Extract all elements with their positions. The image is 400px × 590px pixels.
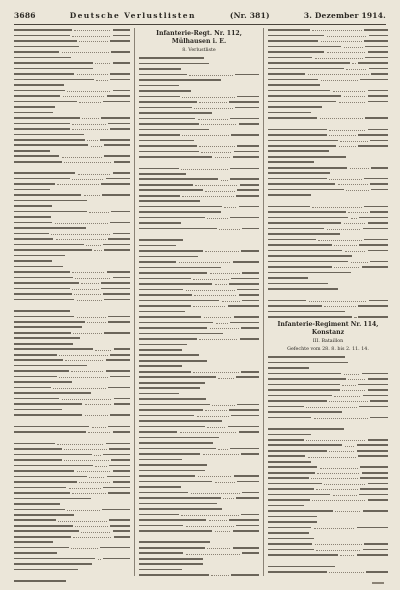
entry-line xyxy=(139,557,259,561)
entry-line xyxy=(268,471,388,475)
entry-line xyxy=(14,110,130,114)
entry-line xyxy=(139,282,259,286)
entry-line xyxy=(14,50,130,54)
entry-line xyxy=(139,155,259,159)
entry-line xyxy=(268,66,388,70)
entry-line xyxy=(139,127,259,131)
entry-line xyxy=(268,465,388,469)
entry-line xyxy=(139,326,259,330)
entry-line xyxy=(268,520,388,524)
entry-line xyxy=(268,460,388,464)
entry-line xyxy=(139,227,259,231)
entry-line xyxy=(14,44,130,48)
entry-line xyxy=(14,458,130,462)
entry-line xyxy=(268,382,388,386)
entry-line xyxy=(268,171,388,175)
entry-line xyxy=(139,78,259,82)
entry-line xyxy=(139,562,259,566)
entry-line xyxy=(14,413,130,417)
entry-line xyxy=(268,525,388,529)
entry-line xyxy=(14,193,130,197)
entry-line xyxy=(268,371,388,375)
right-column xyxy=(268,28,388,575)
entry-line xyxy=(268,315,388,319)
entry-line xyxy=(139,221,259,225)
entry-line xyxy=(268,50,388,54)
entry-line xyxy=(139,188,259,192)
entry-line xyxy=(14,171,130,175)
entry-line xyxy=(139,276,259,280)
entry-line xyxy=(14,402,130,406)
entry-line xyxy=(14,447,130,451)
entry-line xyxy=(14,491,130,495)
entry-line xyxy=(14,380,130,384)
entry-line xyxy=(139,122,259,126)
entry-line xyxy=(139,293,259,297)
entry-line xyxy=(139,320,259,324)
entry-line xyxy=(14,568,130,572)
entry-line xyxy=(268,221,388,225)
entry-line xyxy=(268,410,388,414)
entry-line xyxy=(139,518,259,522)
entry-line xyxy=(14,286,130,290)
entry-line xyxy=(268,270,388,274)
entry-line xyxy=(139,397,259,401)
entry-line xyxy=(14,182,130,186)
entry-line xyxy=(139,375,259,379)
entry-line xyxy=(139,149,259,153)
entry-line xyxy=(139,546,259,550)
entry-line xyxy=(139,271,259,275)
entry-line xyxy=(268,216,388,220)
entry-line xyxy=(268,259,388,263)
entry-line xyxy=(268,536,388,540)
entry-line xyxy=(268,226,388,230)
entry-line xyxy=(14,149,130,153)
entry-line xyxy=(139,210,259,214)
entry-line xyxy=(268,166,388,170)
entry-line xyxy=(268,504,388,508)
entry-line xyxy=(268,509,388,513)
entry-line xyxy=(268,248,388,252)
entry-line xyxy=(14,540,130,544)
entry-line xyxy=(139,67,259,71)
entry-line xyxy=(268,366,388,370)
entry-line xyxy=(139,304,259,308)
entry-line xyxy=(139,144,259,148)
entry-line xyxy=(139,194,259,198)
entry-line xyxy=(14,275,130,279)
entry-line xyxy=(139,403,259,407)
entry-line xyxy=(14,314,130,318)
section-heading: Infanterie-Regiment Nr. 114, Konstanz xyxy=(277,320,379,336)
entry-line xyxy=(268,355,388,359)
entry-line xyxy=(14,529,130,533)
entry-line xyxy=(268,155,388,159)
entry-line xyxy=(139,94,259,98)
entry-line xyxy=(14,535,130,539)
entry-line xyxy=(14,353,130,357)
entry-line xyxy=(139,315,259,319)
entry-line xyxy=(139,551,259,555)
entry-line xyxy=(14,55,130,59)
entry-line xyxy=(14,160,130,164)
entry-line xyxy=(14,557,130,561)
entry-line xyxy=(268,399,388,403)
entry-line xyxy=(268,276,388,280)
entry-line xyxy=(268,99,388,103)
entry-line xyxy=(139,331,259,335)
entry-line xyxy=(14,407,130,411)
entry-line xyxy=(139,133,259,137)
entry-line xyxy=(14,226,130,230)
entry-line xyxy=(14,231,130,235)
entry-line xyxy=(139,529,259,533)
entry-line xyxy=(14,297,130,301)
entry-line xyxy=(139,56,259,60)
entry-line xyxy=(14,524,130,528)
entry-line xyxy=(14,253,130,257)
entry-line xyxy=(268,77,388,81)
entry-line xyxy=(139,116,259,120)
entry-line xyxy=(139,298,259,302)
entry-line xyxy=(14,342,130,346)
entry-line xyxy=(268,493,388,497)
entry-line xyxy=(14,188,130,192)
entry-line xyxy=(14,507,130,511)
entry-line xyxy=(139,199,259,203)
entry-line xyxy=(139,479,259,483)
page-mark xyxy=(372,582,384,584)
entry-line xyxy=(14,485,130,489)
entry-line xyxy=(14,281,130,285)
entry-line xyxy=(139,463,259,467)
column-divider xyxy=(134,28,135,576)
entry-line xyxy=(139,111,259,115)
entry-line xyxy=(14,386,130,390)
entry-line xyxy=(139,392,259,396)
entry-line xyxy=(268,438,388,442)
entry-line xyxy=(268,105,388,109)
entry-line xyxy=(14,242,130,246)
entry-line xyxy=(139,260,259,264)
entry-line xyxy=(14,215,130,219)
entry-line xyxy=(14,391,130,395)
entry-line xyxy=(139,364,259,368)
entry-line xyxy=(139,540,259,544)
entry-line xyxy=(14,292,130,296)
entry-line xyxy=(14,199,130,203)
entry-line xyxy=(268,570,388,574)
entry-line xyxy=(139,105,259,109)
entry-line xyxy=(268,498,388,502)
entry-line xyxy=(268,144,388,148)
entry-line xyxy=(139,348,259,352)
entry-line xyxy=(268,443,388,447)
entry-line xyxy=(14,502,130,506)
entry-line xyxy=(14,320,130,324)
entry-line xyxy=(139,138,259,142)
entry-line xyxy=(139,254,259,258)
entry-line xyxy=(14,116,130,120)
entry-line xyxy=(14,177,130,181)
header-rule xyxy=(14,24,386,25)
entry-line xyxy=(14,375,130,379)
entry-line xyxy=(268,514,388,518)
entry-line xyxy=(268,487,388,491)
entry-line xyxy=(268,210,388,214)
entry-line xyxy=(14,259,130,263)
entry-line xyxy=(268,83,388,87)
entry-line xyxy=(268,393,388,397)
entry-line xyxy=(14,325,130,329)
entry-line xyxy=(14,77,130,81)
entry-line xyxy=(268,243,388,247)
entry-line xyxy=(139,309,259,313)
entry-line xyxy=(14,143,130,147)
entry-line xyxy=(268,149,388,153)
entry-line xyxy=(268,61,388,65)
entry-line xyxy=(14,480,130,484)
entry-line xyxy=(14,220,130,224)
entry-line xyxy=(14,469,130,473)
entry-line xyxy=(268,94,388,98)
entry-line xyxy=(14,441,130,445)
entry-line xyxy=(139,244,259,248)
entry-line xyxy=(139,83,259,87)
entry-line xyxy=(14,132,130,136)
entry-line xyxy=(14,396,130,400)
entry-line xyxy=(139,496,259,500)
entry-line xyxy=(14,369,130,373)
entry-line xyxy=(268,298,388,302)
entry-line xyxy=(139,414,259,418)
entry-line xyxy=(14,309,130,313)
entry-line xyxy=(268,110,388,114)
entry-line xyxy=(268,415,388,419)
entry-line xyxy=(268,404,388,408)
entry-line xyxy=(268,427,388,431)
entry-line xyxy=(139,342,259,346)
entry-line xyxy=(268,160,388,164)
column-divider xyxy=(263,28,264,576)
entry-line xyxy=(14,66,130,70)
entry-line xyxy=(14,518,130,522)
entry-line xyxy=(139,386,259,390)
entry-line xyxy=(14,463,130,467)
entry-line xyxy=(268,553,388,557)
entry-line xyxy=(139,474,259,478)
issue-number: (Nr. 381) xyxy=(229,10,270,20)
entry-line xyxy=(268,127,388,131)
entry-line xyxy=(14,513,130,517)
entry-line xyxy=(14,121,130,125)
entry-line xyxy=(14,562,130,566)
page-header xyxy=(14,8,386,22)
entry-line xyxy=(268,182,388,186)
section-note: Gefechte vom 28. 8. bis 2. 11. 14. xyxy=(287,346,369,352)
entry-line xyxy=(14,331,130,335)
entry-line xyxy=(139,408,259,412)
entry-line xyxy=(268,542,388,546)
entry-line xyxy=(14,270,130,274)
entry-line xyxy=(268,28,388,32)
entry-line xyxy=(14,430,130,434)
middle-column xyxy=(139,28,259,579)
entry-line xyxy=(268,432,388,436)
entry-line xyxy=(14,154,130,158)
entry-line xyxy=(268,39,388,43)
casualty-entries xyxy=(268,28,388,319)
entry-line xyxy=(14,127,130,131)
entry-line xyxy=(14,94,130,98)
entry-line xyxy=(268,72,388,76)
entry-line xyxy=(268,482,388,486)
publication-title: Deutsche Verlustlisten xyxy=(69,10,196,20)
entry-line xyxy=(14,99,130,103)
entry-line xyxy=(268,116,388,120)
section-heading: Infanterie-Regt. Nr. 112, Mülhausen i. E. xyxy=(156,30,242,45)
entry-line xyxy=(139,457,259,461)
entry-line xyxy=(139,61,259,65)
entry-line xyxy=(14,347,130,351)
page-number: 3686 xyxy=(14,10,36,20)
entry-line xyxy=(268,360,388,364)
entry-line xyxy=(14,336,130,340)
entry-line xyxy=(139,370,259,374)
entry-line xyxy=(139,183,259,187)
entry-line xyxy=(14,264,130,268)
entry-line xyxy=(14,546,130,550)
casualty-entries xyxy=(14,28,130,583)
entry-line xyxy=(139,172,259,176)
entry-line xyxy=(139,249,259,253)
entry-line xyxy=(139,424,259,428)
entry-line xyxy=(268,454,388,458)
entry-line xyxy=(14,210,130,214)
entry-line xyxy=(14,358,130,362)
entry-line xyxy=(14,28,130,32)
entry-line xyxy=(14,248,130,252)
entry-line xyxy=(139,205,259,209)
entry-line xyxy=(268,44,388,48)
issue-date: 3. Dezember 1914. xyxy=(303,10,386,20)
entry-line xyxy=(139,72,259,76)
entry-line xyxy=(268,304,388,308)
entry-line xyxy=(268,55,388,59)
entry-line xyxy=(268,193,388,197)
entry-line xyxy=(268,377,388,381)
left-column xyxy=(14,28,130,585)
entry-line xyxy=(139,177,259,181)
entry-line xyxy=(268,205,388,209)
entry-line xyxy=(139,166,259,170)
entry-line xyxy=(268,138,388,142)
entry-line xyxy=(139,452,259,456)
entry-line xyxy=(268,254,388,258)
entry-line xyxy=(14,364,130,368)
entry-line xyxy=(139,430,259,434)
entry-line xyxy=(268,388,388,392)
entry-line xyxy=(139,359,259,363)
entry-line xyxy=(139,501,259,505)
entry-line xyxy=(14,138,130,142)
entry-line xyxy=(268,188,388,192)
entry-line xyxy=(268,133,388,137)
section-subheading: 8. Verlustliste xyxy=(182,48,216,53)
entry-line xyxy=(139,512,259,516)
entry-line xyxy=(268,476,388,480)
entry-line xyxy=(14,474,130,478)
entry-line xyxy=(139,507,259,511)
entry-line xyxy=(139,490,259,494)
entry-line xyxy=(139,419,259,423)
entry-line xyxy=(268,564,388,568)
entry-line xyxy=(139,287,259,291)
entry-line xyxy=(139,353,259,357)
entry-line xyxy=(268,281,388,285)
entry-line xyxy=(139,216,259,220)
entry-line xyxy=(14,204,130,208)
entry-line xyxy=(268,309,388,313)
entry-line xyxy=(268,237,388,241)
entry-line xyxy=(14,72,130,76)
entry-line xyxy=(14,237,130,241)
entry-line xyxy=(139,573,259,577)
entry-line xyxy=(268,547,388,551)
section-subheading: III. Bataillon xyxy=(312,338,344,344)
casualty-entries xyxy=(139,56,259,577)
entry-line xyxy=(139,89,259,93)
entry-line xyxy=(268,449,388,453)
entry-line xyxy=(139,523,259,527)
entry-line xyxy=(268,265,388,269)
entry-line xyxy=(14,105,130,109)
entry-line xyxy=(268,531,388,535)
entry-line xyxy=(139,265,259,269)
entry-line xyxy=(268,177,388,181)
entry-line xyxy=(139,435,259,439)
entry-line xyxy=(14,83,130,87)
entry-line xyxy=(14,579,130,583)
entry-line xyxy=(14,61,130,65)
entry-line xyxy=(14,496,130,500)
entry-line xyxy=(139,381,259,385)
entry-line xyxy=(268,88,388,92)
casualty-entries xyxy=(268,355,388,574)
entry-line xyxy=(268,287,388,291)
entry-line xyxy=(139,568,259,572)
entry-line xyxy=(139,238,259,242)
entry-line xyxy=(268,33,388,37)
entry-line xyxy=(14,424,130,428)
entry-line xyxy=(139,337,259,341)
entry-line xyxy=(14,551,130,555)
entry-line xyxy=(139,446,259,450)
entry-line xyxy=(268,232,388,236)
entry-line xyxy=(139,485,259,489)
entry-line xyxy=(14,33,130,37)
entry-line xyxy=(139,441,259,445)
entry-line xyxy=(14,452,130,456)
entry-line xyxy=(14,39,130,43)
entry-line xyxy=(139,468,259,472)
entry-line xyxy=(139,100,259,104)
entry-line xyxy=(14,88,130,92)
